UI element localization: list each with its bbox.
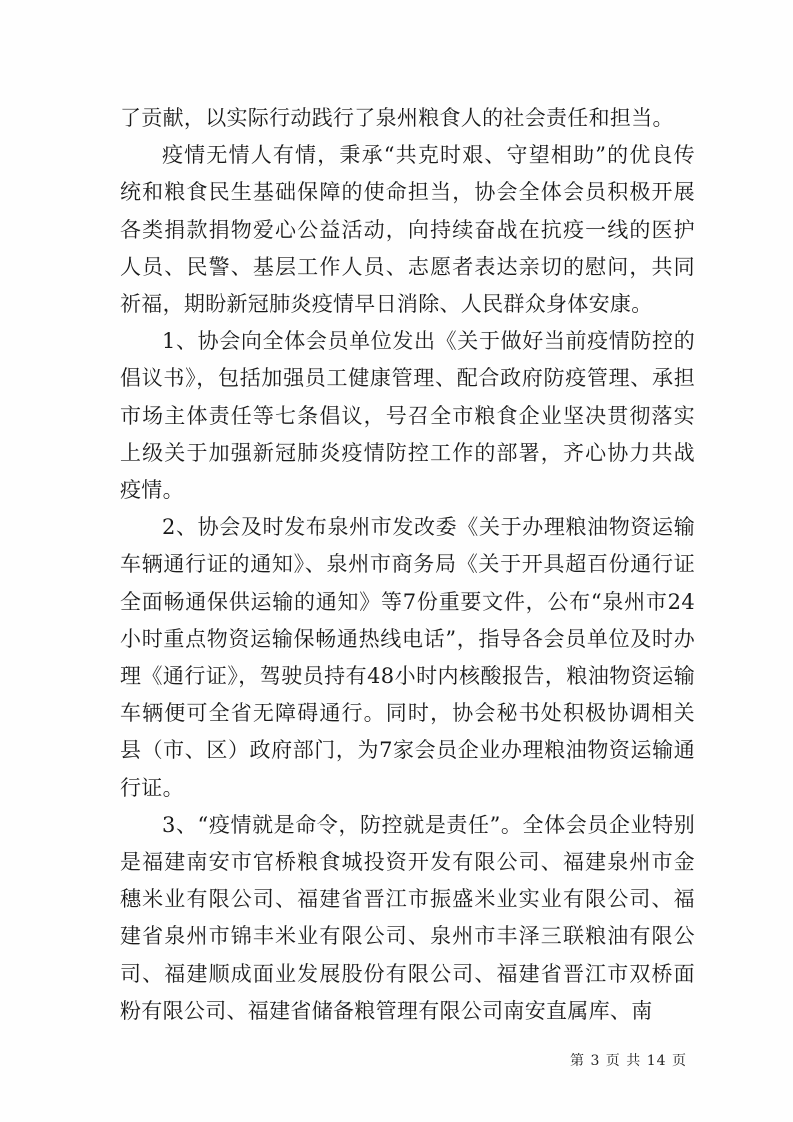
page-number-label: 第 3 页 共 14 页 [570,1053,687,1069]
page-number-footer [570,1050,700,1070]
paragraph-intro: 疫情无情人有情，秉承“共克时艰、守望相助”的优良传统和粮食民生基础保障的使命担当，协会全体会员积极开展各类捐款捐物爱心公益活动，向持续奋战在抗疫一线的医护人员、民警、基层工作人员、志愿者表达亲切的慰问，共同祈福，期盼新冠肺炎疫情早日消除、人民群众身体安康。 [120,143,695,317]
paragraph-item-1: 1、协会向全体会员单位发出《关于做好当前疫情防控的倡议书》，包括加强员工健康管理、配合政府防疫管理、承担市场主体责任等七条倡议，号召全市粮食企业坚决贯彻落实上级关于加强新冠肺炎疫情防控工作的部署，齐心协力共战疫情。 [120,329,695,503]
paragraph-item-2: 2、协会及时发布泉州市发改委《关于办理粮油物资运输车辆通行证的通知》、泉州市商务局《关于开具超百份通行证全面畅通保供运输的通知》等7份重要文件，公布“泉州市24小时重点物资运输保畅通热线电话”，指导各会员单位及时办理《通行证》，驾驶员持有48小时内核酸报告，粮油物资运输车辆便可全省无障碍通行。同时，协会秘书处积极协调相关县（市、区）政府部门，为7家会员企业办理粮油物资运输通行证。 [120,515,695,800]
paragraph-item-3: 3、“疫情就是命令，防控就是责任”。全体会员企业特别是福建南安市官桥粮食城投资开发有限公司、福建泉州市金穗米业有限公司、福建省晋江市振盛米业实业有限公司、福建省泉州市锦丰米业有限公司、泉州市丰泽三联粮油有限公司、福建顺成面业发展股份有限公司、福建省晋江市双桥面粉有限公司、福建省储备粮管理有限公司南安直属库、南 [120,812,695,1023]
paragraph-continuation: 了贡献，以实际行动践行了泉州粮食人的社会责任和担当。 [120,106,674,130]
document-body [120,100,695,1030]
